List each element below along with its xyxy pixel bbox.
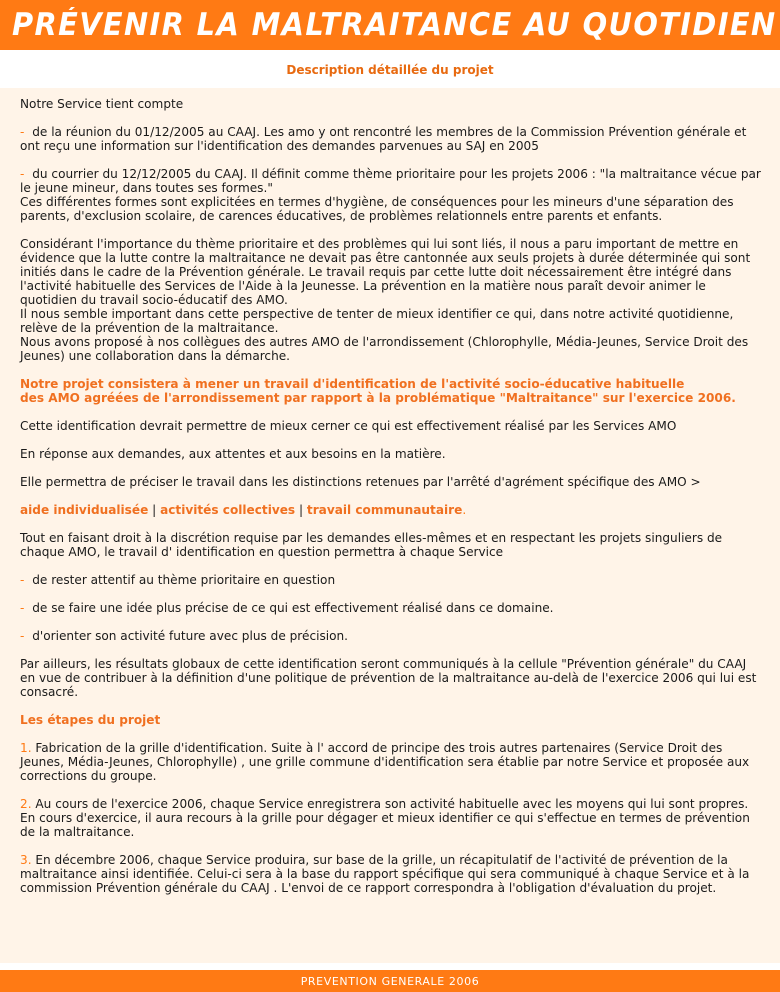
paragraph-text: Nous avons proposé à nos collègues des autres AMO de l'arrondissement (Chlorophylle, Média-Jeunes, Service Droit des Jeunes) une collaboration dans la démarche.: [20, 335, 749, 363]
dash-marker: -: [20, 601, 25, 615]
bullet-text-continued: Ces différentes formes sont explicitées en termes d'hygiène, de conséquences pour les mineurs d'une séparation des parents, d'exclusion scolaire, de carences éducatives, de problèmes relationnels entre parents et enfants.: [20, 195, 734, 223]
dash-marker: -: [20, 629, 25, 643]
steps-heading: Les étapes du projet: [20, 713, 161, 727]
category-period: .: [462, 503, 467, 517]
paragraph-results: Par ailleurs, les résultats globaux de cette identification seront communiqués à la cellule "Prévention générale" du CAAJ en vue de contribuer à la définition d'une politique de prévention de la maltraitance au-delà de l'exercice 2006 qui lui est consacré.: [20, 657, 757, 699]
project-statement-line: des AMO agréées de l'arrondissement par rapport à la problématique "Maltraitance" sur l'exercice 2006.: [20, 391, 736, 405]
paragraph-considering: [20, 237, 764, 363]
page-footer: [0, 970, 780, 992]
paragraph-identification: Cette identification devrait permettre de mieux cerner ce qui est effectivement réalisé par les Services AMO: [20, 419, 677, 433]
dash-marker: -: [20, 573, 25, 587]
step-number: 1.: [20, 741, 32, 755]
category-collective-activities: activités collectives: [160, 503, 296, 517]
dash-marker: -: [20, 125, 25, 139]
step-text: Au cours de l'exercice 2006, chaque Service enregistrera son activité habituelle avec les moyens qui lui sont propres. En cours d'exercice, il aura recours à la grille pour dégager et mieux identifier ce qui s'effectue en termes de prévention de la maltraitance.: [20, 797, 750, 839]
step-item: [20, 853, 764, 895]
step-text: En décembre 2006, chaque Service produira, sur base de la grille, un récapitulatif de l'activité de prévention de la maltraitance ainsi identifiée. Celui-ci sera à la base du rapport spécifique qui sera communiqué à chaque Service et à la commission Prévention générale du CAAJ . L'envoi de ce rapport correspondra à l'obligation d'évaluation du projet.: [20, 853, 750, 895]
category-community-work: travail communautaire: [306, 503, 463, 517]
goal-text: de se faire une idée plus précise de ce qui est effectivement réalisé dans ce domaine.: [32, 601, 554, 615]
paragraph-distinctions: Elle permettra de préciser le travail dans les distinctions retenues par l'arrêté d'agrément spécifique des AMO >: [20, 475, 701, 489]
content-area: [0, 88, 780, 963]
goal-item: [20, 629, 764, 643]
category-separator: |: [298, 503, 304, 517]
project-statement: [20, 377, 764, 405]
bullet-caaj-letter: [20, 167, 764, 223]
section-subtitle: Description détaillée du projet: [286, 62, 494, 77]
intro-text: Notre Service tient compte: [20, 97, 184, 111]
category-individual-aid: aide individualisée: [20, 503, 149, 517]
goal-item: [20, 601, 764, 615]
page-title: PRÉVENIR LA MALTRAITANCE AU QUOTIDIEN: [12, 7, 777, 43]
footer-text: PREVENTION GENERALE 2006: [300, 974, 480, 988]
goal-text: d'orienter son activité future avec plus de précision.: [32, 629, 349, 643]
paragraph-discretion: Tout en faisant droit à la discrétion requise par les demandes elles-mêmes et en respectant les projets singuliers de chaque AMO, le travail d' identification en question permettra à chaque Service: [20, 531, 723, 559]
project-statement-line: Notre projet consistera à mener un travail d'identification de l'activité socio-éducative habituelle: [20, 377, 685, 391]
goal-item: [20, 573, 764, 587]
goal-text: de rester attentif au thème prioritaire en question: [32, 573, 336, 587]
categories-line: [20, 503, 764, 517]
paragraph-response: En réponse aux demandes, aux attentes et aux besoins en la matière.: [20, 447, 446, 461]
page-header: [0, 0, 780, 52]
paragraph-text: Il nous semble important dans cette perspective de tenter de mieux identifier ce qui, dans notre activité quotidienne, relève de la prévention de la maltraitance.: [20, 307, 734, 335]
category-separator: |: [152, 503, 157, 517]
step-item: [20, 741, 764, 783]
dash-marker: -: [20, 167, 25, 181]
subtitle-bar: [0, 52, 780, 87]
step-number: 2.: [20, 797, 32, 811]
bullet-text: du courrier du 12/12/2005 du CAAJ. Il définit comme thème prioritaire pour les projets 2006 : "la maltraitance vécue par le jeune mineur, dans toutes ses formes.": [20, 167, 761, 195]
bullet-caaj-meeting: [20, 125, 764, 153]
step-text: Fabrication de la grille d'identification. Suite à l' accord de principe des trois autres partenaires (Service Droit des Jeunes, Média-Jeunes, Chlorophylle) , une grille commune d'identification sera établie par notre Service et proposée aux corrections du groupe.: [20, 741, 750, 783]
step-number: 3.: [20, 853, 32, 867]
bullet-text: de la réunion du 01/12/2005 au CAAJ. Les amo y ont rencontré les membres de la Commission Prévention générale et ont reçu une information sur l'identification des demandes parvenues au SAJ en 2005: [20, 125, 747, 153]
step-item: [20, 797, 764, 839]
paragraph-text: Considérant l'importance du thème prioritaire et des problèmes qui lui sont liés, il nous a paru important de mettre en évidence que la lutte contre la maltraitance ne devait pas être cantonnée aux seuls projets à durée déterminée qui sont initiés dans le cadre de la Prévention générale. Le travail requis par cette lutte doit nécessairement être intégré dans l'activité habituelle des Services de l'Aide à la Jeunesse. La prévention en la matière nous paraît devoir animer le quotidien du travail socio-éducatif des AMO.: [20, 237, 751, 307]
